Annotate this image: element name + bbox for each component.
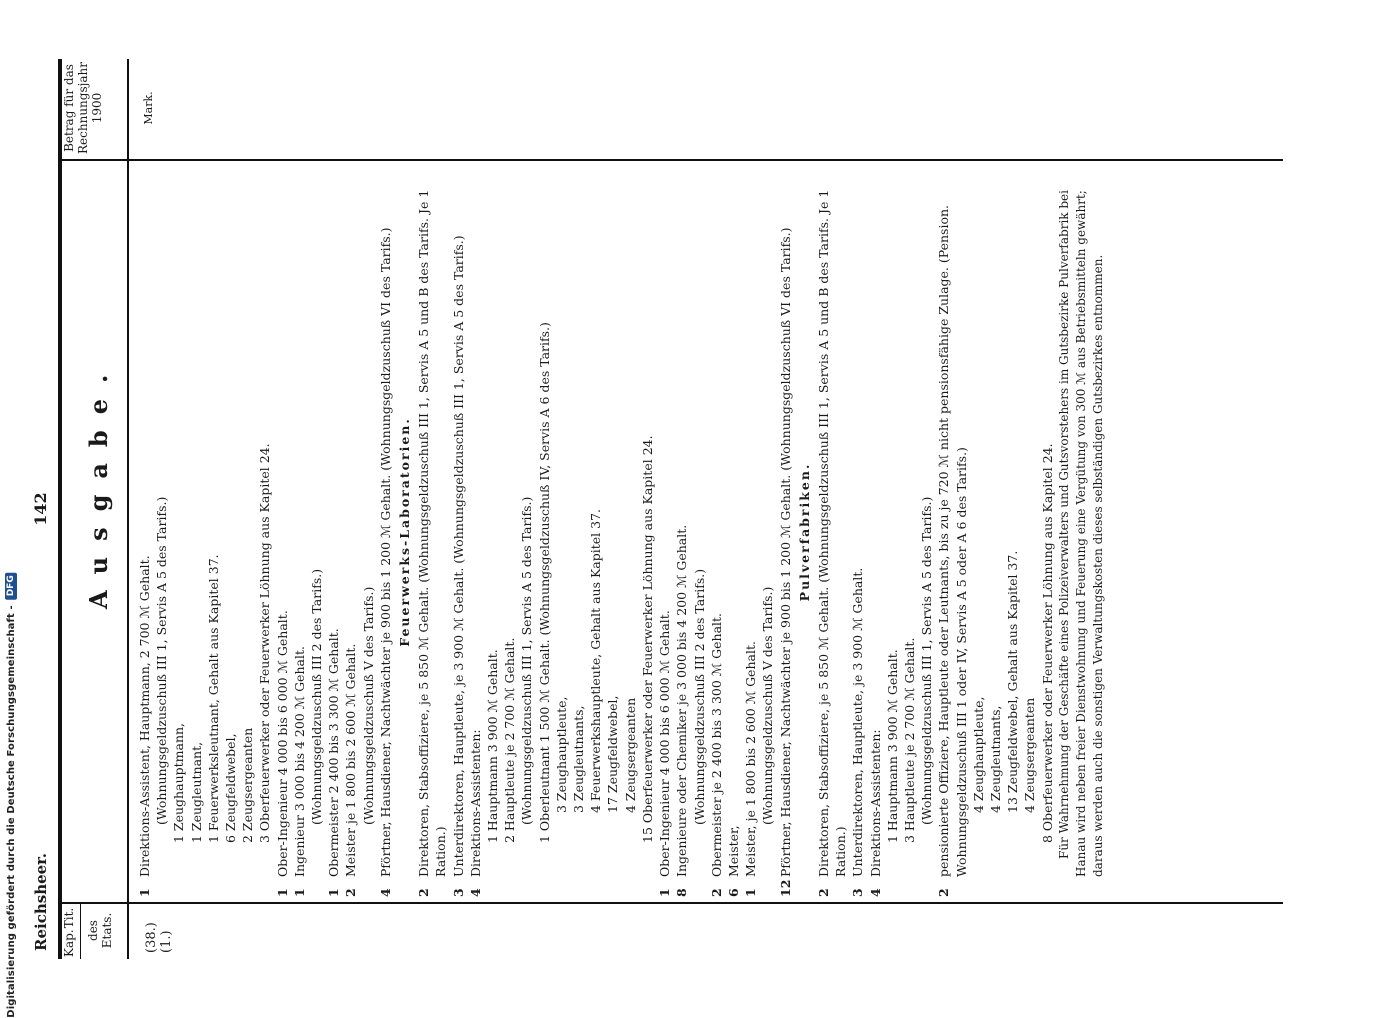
entry-text: pensionierte Offiziere, Hauptleute oder Leutnants, bis zu je 720 ℳ nicht pensionsfähige Zulage. (Pension. Wohnungsgeldzuschuß III 1 oder IV, Servis A 5 oder A 6 des Tarifs.) [936, 204, 969, 877]
entry-text: Direktoren, Stabsoffiziere, je 5 850 ℳ Gehalt. (Wohnungsgeldzuschuß III 1, Servis A 5 und B des Tarifs. Je 1 Ration.) [416, 189, 449, 877]
ledger-entry [291, 167, 308, 897]
entry-text: 4 Zeugsergeanten [1022, 697, 1038, 813]
entry-count [570, 813, 587, 833]
ledger-entry [415, 167, 449, 897]
entry-count [153, 825, 170, 845]
entry-count [987, 813, 1004, 833]
ledger-entry [970, 167, 987, 897]
document-page [31, 59, 1283, 959]
entry-count [918, 825, 935, 845]
entry-count: 1 [274, 888, 290, 897]
entry-count: 4 [867, 888, 883, 897]
reference-column-rule [58, 902, 1283, 904]
entry-text: 4 Zeugleutnants, [987, 705, 1003, 813]
entry-text: (Wohnungsgeldzuschuß III 1, Servis A 5 des Tarifs.) [519, 496, 535, 825]
header-subrule [80, 904, 81, 959]
entry-text: Direktions-Assistenten: [467, 729, 483, 877]
ledger-entry [725, 167, 742, 897]
reference-kap: (38.) [144, 922, 159, 953]
column-header-kap: Kap. [62, 929, 76, 957]
entry-text: Meister je 1 800 bis 2 600 ℳ Gehalt. [343, 643, 359, 877]
entry-text: 2 Zeugsergeanten [240, 727, 256, 843]
entry-text: Direktions-Assistenten: [867, 729, 883, 877]
ledger-entry [673, 167, 690, 897]
ledger-entry [604, 167, 621, 897]
entry-count [360, 825, 377, 845]
ledger-entry [987, 167, 1004, 897]
entry-count [536, 843, 553, 863]
entry-count: 1 [291, 888, 307, 897]
entry-text: Direktoren, Stabsoffiziere, je 5 850 ℳ Gehalt. (Wohnungsgeldzuschuß III 1, Servis A 5 und B des Tarifs. Je 1 Ration.) [815, 189, 849, 877]
entry-text: 4 Zeughauptleute, [970, 696, 986, 813]
ledger-entry [325, 167, 342, 897]
entry-count: 6 [725, 888, 741, 897]
entry-count [691, 825, 708, 845]
entry-count: 3 [450, 888, 466, 897]
entry-text: 1 Hauptmann 3 900 ℳ Gehalt. [485, 649, 501, 843]
ledger-entry [501, 167, 518, 897]
etat-reference [144, 905, 174, 953]
entry-text: 1 Feuerwerksleutnant, Gehalt aus Kapitel 37. [205, 554, 221, 843]
running-title: Reichsheer. [32, 853, 50, 951]
entry-count: 2 [343, 888, 359, 897]
entry-text: 2 Hauptleute je 2 700 ℳ Gehalt. [502, 637, 518, 843]
amount-column-rule [58, 159, 1283, 161]
ledger-entry [759, 167, 776, 897]
digitization-credit-strip [0, 0, 22, 1018]
column-header-unit: Mark. [142, 91, 155, 125]
ledger-entry [656, 167, 673, 897]
entry-text: Meister, je 1 800 bis 2 600 ℳ Gehalt. [743, 641, 759, 877]
entry-text: (Wohnungsgeldzuschuß III 1, Servis A 5 des Tarifs.) [154, 496, 170, 825]
entry-count [1004, 813, 1021, 833]
entry-count [970, 813, 987, 833]
ledger-entry [256, 167, 273, 897]
section-title: Ausgabe. [84, 358, 113, 609]
section-heading: Feuerwerks-Laboratorien. [397, 417, 413, 647]
entry-text: Meister, [725, 825, 741, 877]
entry-count: 4 [377, 888, 393, 897]
ledger-entry [153, 167, 170, 897]
ledger-entry [136, 167, 153, 897]
entry-count [587, 813, 604, 833]
ledger-entry [742, 167, 759, 897]
document-body [136, 167, 1107, 897]
ledger-entry [777, 167, 794, 897]
entry-text: 3 Hauptleute je 2 700 ℳ Gehalt. [901, 637, 917, 843]
entry-count: 1 [326, 888, 342, 897]
entry-text: Ober-Ingenieur 4 000 bis 6 000 ℳ Gehalt. [274, 610, 290, 877]
entry-text: 13 Zeugfeldwebel, Gehalt aus Kapitel 37. [1005, 550, 1021, 813]
entry-count [604, 813, 621, 833]
ledger-entry [570, 167, 587, 897]
entry-text: Pförtner, Hausdiener, Nachtwächter je 900 bis 1 200 ℳ Gehalt. (Wohnungsgeldzuschuß VI des Tarifs.) [377, 227, 393, 877]
ledger-entry [884, 167, 901, 897]
entry-count [884, 843, 901, 863]
ledger-entry [587, 167, 604, 897]
ledger-entry [815, 167, 849, 897]
entry-count [639, 843, 656, 863]
entry-text: Ingenieure oder Chemiker je 3 000 bis 4 200 ℳ Gehalt. [674, 524, 690, 877]
entry-text: (Wohnungsgeldzuschuß V des Tarifs.) [360, 586, 376, 825]
entry-text: 17 Zeugfeldwebel, [605, 695, 621, 813]
entry-count: 2 [815, 888, 831, 897]
ledger-entry [935, 167, 969, 897]
entry-count [759, 825, 776, 845]
entry-text: 1 Zeugleutnant, [188, 741, 204, 843]
entry-count [205, 843, 222, 863]
entry-count: 3 [850, 888, 866, 897]
entry-count [170, 843, 187, 863]
entry-text: Obermeister je 2 400 bis 3 300 ℳ Gehalt. [708, 612, 724, 877]
entry-count [484, 843, 501, 863]
entry-count: 1 [743, 888, 759, 897]
entry-count [256, 843, 273, 863]
entry-count: 4 [467, 888, 483, 897]
ledger-entry [222, 167, 239, 897]
entry-count [239, 843, 256, 863]
column-header-tit: Tit. [62, 907, 76, 929]
entry-text: Ober-Ingenieur 4 000 bis 6 000 ℳ Gehalt. [657, 610, 673, 877]
entry-text: 1 Hauptmann 3 900 ℳ Gehalt. [884, 649, 900, 843]
entry-text: 3 Zeugleutnants, [571, 705, 587, 813]
ledger-entry [536, 167, 553, 897]
ledger-entry [1039, 167, 1056, 897]
entry-text: 4 Feuerwerkshauptleute, Gehalt aus Kapitel 37. [588, 508, 604, 813]
entry-text: Pförtner, Hausdiener, Nachtwächter je 900 bis 1 200 ℳ Gehalt. (Wohnungsgeldzuschuß VI des Tarifs.) [777, 227, 793, 877]
section-heading: Pulverfabriken. [796, 462, 812, 602]
entry-text: Obermeister 2 400 bis 3 300 ℳ Gehalt. [326, 628, 342, 877]
entry-text: Unterdirektoren, Hauptleute, je 3 900 ℳ Gehalt. (Wohnungsgeldzuschuß III 1, Servis A 5 des Tarifs.) [450, 235, 466, 877]
top-rule [58, 59, 62, 959]
reference-tit: (1.) [159, 930, 174, 953]
ledger-entry [708, 167, 725, 897]
ledger-entry [450, 167, 467, 897]
entry-count: 2 [416, 888, 432, 897]
ledger-entry [377, 167, 394, 897]
ledger-entry [467, 167, 484, 897]
ledger-entry [867, 167, 884, 897]
ledger-entry [849, 167, 866, 897]
ledger-entry [170, 167, 187, 897]
ledger-entry [518, 167, 535, 897]
entry-text: 8 Oberfeuerwerker oder Feuerwerker Löhnung aus Kapitel 24. [1039, 443, 1055, 843]
footnote: Für Wahrnehmung der Geschäfte eines Polizeiverwalters und Gutsvorstehers im Gutsbezirke Pulverfabrik bei Hanau wird neben freier Dienstwohnung und Feuerung eine Vergütung von 300 ℳ aus Betriebsmitteln gewährt; daraus werden auch die sonstigen Verwaltungskosten dieses selbständigen Gutsbezirkes entnommen. [1056, 190, 1106, 877]
ledger-entry [360, 167, 377, 897]
entry-count [501, 843, 518, 863]
ledger-entry [239, 167, 256, 897]
entry-count [308, 825, 325, 845]
ledger-entry [622, 167, 639, 897]
digitization-credit [5, 572, 17, 1017]
entry-count [901, 843, 918, 863]
entry-count: 1 [137, 888, 152, 897]
entry-count: 2 [708, 888, 724, 897]
entry-count: 8 [674, 888, 690, 897]
ledger-entry [553, 167, 570, 897]
entry-count [1039, 843, 1056, 863]
ledger-entry [901, 167, 918, 897]
entry-count [1021, 813, 1038, 833]
entry-text: 1 Zeughauptmann, [171, 722, 187, 843]
entry-text: Unterdirektoren, Hauptleute, je 3 900 ℳ Gehalt. [850, 567, 866, 877]
entry-text: 3 Zeughauptleute, [553, 696, 569, 813]
entry-text: 15 Oberfeuerwerker oder Feuerwerker Löhnung aus Kapitel 24. [639, 435, 655, 843]
ledger-entry [205, 167, 222, 897]
page-number: 142 [31, 492, 50, 526]
entry-text: (Wohnungsgeldzuschuß III 1, Servis A 5 des Tarifs.) [919, 496, 935, 825]
column-header-etat: des Etats. [86, 912, 114, 949]
entry-text: 6 Zeugfeldwebel, [223, 733, 239, 843]
entry-text: (Wohnungsgeldzuschuß III 2 des Tarifs.) [309, 568, 325, 825]
credit-text: Digitalisierung gefördert durch die Deutsche Forschungsgemeinschaft - [5, 605, 17, 1018]
entry-count: 1 [657, 888, 673, 897]
entry-text: 4 Zeugsergeanten [622, 697, 638, 813]
entry-count [518, 825, 535, 845]
ledger-entry [188, 167, 205, 897]
entry-text: Direktions-Assistent, Hauptmann, 2 700 ℳ Gehalt. [137, 555, 152, 877]
entry-text: (Wohnungsgeldzuschuß V des Tarifs.) [760, 586, 776, 825]
entry-text: 1 Oberleutnant 1 500 ℳ Gehalt. (Wohnungsgeldzuschuß IV, Servis A 6 des Tarifs.) [536, 322, 552, 843]
ledger-entry [1021, 167, 1038, 897]
ledger-entry [1004, 167, 1021, 897]
column-header-amount: Betrag für das Rechnungsjahr 1900 [62, 62, 104, 154]
ledger-entry [274, 167, 291, 897]
ledger-entry [342, 167, 359, 897]
ledger-entry [691, 167, 708, 897]
entry-count [222, 843, 239, 863]
header-rule [127, 59, 129, 959]
ledger-entry [484, 167, 501, 897]
ledger-entry [308, 167, 325, 897]
entry-count [553, 813, 570, 833]
entry-text: (Wohnungsgeldzuschuß III 2 des Tarifs.) [691, 568, 707, 825]
entry-count [188, 843, 205, 863]
entry-count: 12 [777, 879, 793, 897]
entry-text: Ingenieur 3 000 bis 4 200 ℳ Gehalt. [291, 646, 307, 877]
ledger-entry [918, 167, 935, 897]
entry-text: 3 Oberfeuerwerker oder Feuerwerker Löhnung aus Kapitel 24. [257, 443, 273, 843]
entry-count: 2 [936, 888, 952, 897]
ledger-entry [639, 167, 656, 897]
entry-count [622, 813, 639, 833]
dfg-logo: DFG [5, 572, 17, 599]
